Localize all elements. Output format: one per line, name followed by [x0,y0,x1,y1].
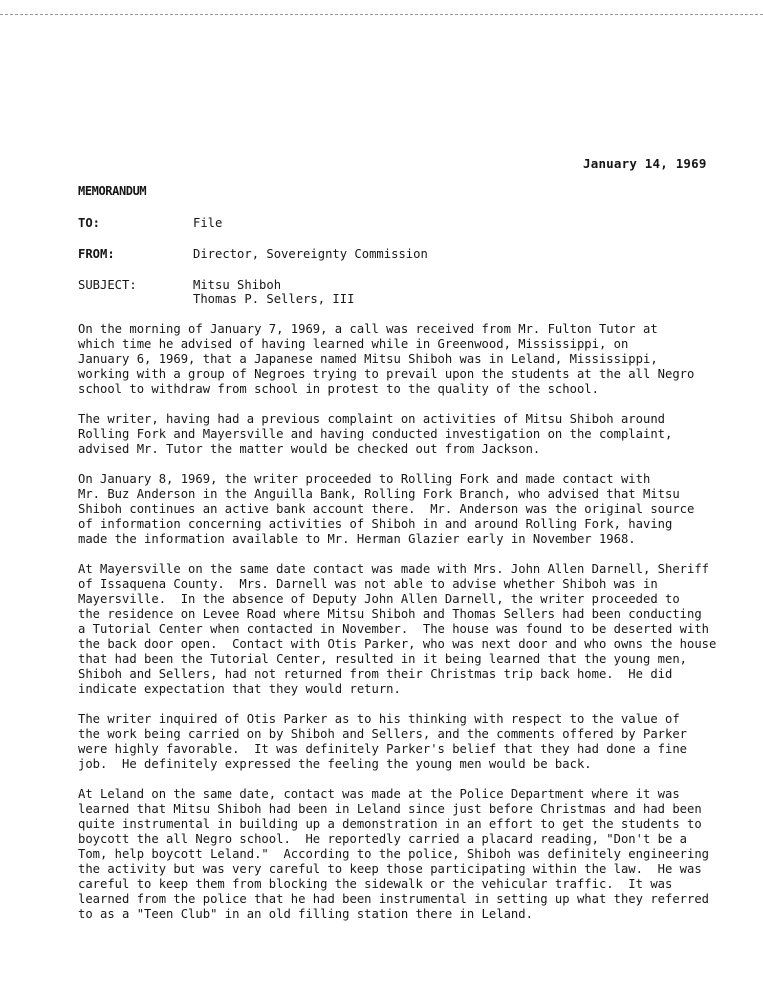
text-line: Tom, help boycott Leland." According to the police, Shiboh was definitely engineering [78,847,710,861]
text-line: school to withdraw from school in protest to the quality of the school. [78,382,599,396]
subject-label: SUBJECT: [78,278,137,292]
body-paragraph [78,322,738,397]
text-line: working with a group of Negroes trying to prevail upon the students at the all Negro [78,367,695,381]
text-line: On the morning of January 7, 1969, a call was received from Mr. Fulton Tutor at [78,322,658,336]
text-line: At Mayersville on the same date contact was made with Mrs. John Allen Darnell, Sheriff [78,562,710,576]
body-paragraph [78,412,738,457]
text-line: to as a "Teen Club" in an old filling station there in Leland. [78,907,533,921]
body-paragraph [78,787,738,922]
text-line: The writer, having had a previous complaint on activities of Mitsu Shiboh around [78,412,665,426]
text-line: On January 8, 1969, the writer proceeded to Rolling Fork and made contact with [78,472,651,486]
text-line: job. He definitely expressed the feeling the young men would be back. [78,757,592,771]
subject-line: Mitsu Shiboh [193,278,282,292]
text-line: the back door open. Contact with Otis Parker, who was next door and who owns the house [78,637,717,651]
text-line: the work being carried on by Shiboh and Sellers, and the comments offered by Parker [78,727,688,741]
subject-line: Thomas P. Sellers, III [193,292,355,306]
text-line: of information concerning activities of Shiboh in and around Rolling Fork, having [78,517,673,531]
text-line: a Tutorial Center when contacted in November. The house was found to be deserted with [78,622,710,636]
text-line: Mr. Buz Anderson in the Anguilla Bank, Rolling Fork Branch, who advised that Mitsu [78,487,680,501]
text-line: the activity but was very careful to keep those participating within the law. He was [78,862,702,876]
text-line: were highly favorable. It was definitely Parker's belief that they had done a fine [78,742,688,756]
text-line: advised Mr. Tutor the matter would be checked out from Jackson. [78,442,541,456]
from-value: Director, Sovereignty Commission [193,247,428,261]
text-line: January 6, 1969, that a Japanese named Mitsu Shiboh was in Leland, Mississippi, [78,352,658,366]
text-line: Shiboh and Sellers, had not returned from their Christmas trip back home. He did [78,667,673,681]
text-line: quite instrumental in building up a demonstration in an effort to get the students to [78,817,702,831]
to-value: File [193,216,223,230]
paper-perforation-edge [0,0,763,15]
text-line: careful to keep them from blocking the sidewalk or the vehicular traffic. It was [78,877,673,891]
text-line: of Issaquena County. Mrs. Darnell was not able to advise whether Shiboh was in [78,577,658,591]
text-line: The writer inquired of Otis Parker as to his thinking with respect to the value of [78,712,680,726]
from-label: FROM: [78,247,115,261]
to-label: TO: [78,216,101,230]
text-line: that had been the Tutorial Center, resulted in it being learned that the young men, [78,652,688,666]
text-line: boycott the all Negro school. He reportedly carried a placard reading, "Don't be a [78,832,688,846]
body-paragraph [78,562,738,697]
text-line: Shiboh continues an active bank account there. Mr. Anderson was the original source [78,502,695,516]
text-line: Mayersville. In the absence of Deputy John Allen Darnell, the writer proceeded to [78,592,680,606]
text-line: which time he advised of having learned while in Greenwood, Mississippi, on [78,337,629,351]
body-paragraph [78,472,738,547]
text-line: Rolling Fork and Mayersville and having conducted investigation on the complaint, [78,427,673,441]
text-line: learned that Mitsu Shiboh had been in Leland since just before Christmas and had been [78,802,702,816]
body-paragraph [78,712,738,772]
text-line: learned from the police that he had been instrumental in setting up what they referred [78,892,710,906]
text-line: made the information available to Mr. Herman Glazier early in November 1968. [78,532,636,546]
text-line: At Leland on the same date, contact was made at the Police Department where it was [78,787,680,801]
memo-heading: MEMORANDUM [78,184,147,198]
text-line: indicate expectation that they would return. [78,682,401,696]
memo-date: January 14, 1969 [583,156,707,171]
text-line: the residence on Levee Road where Mitsu Shiboh and Thomas Sellers had been conducting [78,607,702,621]
